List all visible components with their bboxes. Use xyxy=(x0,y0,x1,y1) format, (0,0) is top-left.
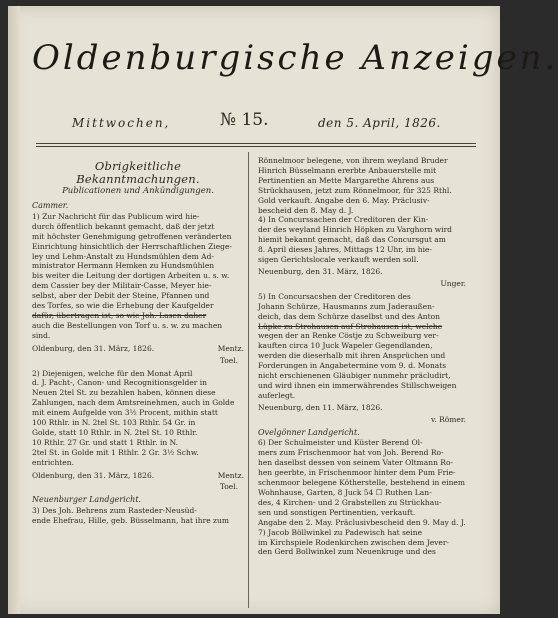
notice-2 xyxy=(32,369,244,468)
notice-line: Wohnhause, Garten, 8 Juck 54 ☐ Ruthen Lan- xyxy=(258,488,432,497)
notice-line: 7) Jacob Böllwinkel zu Padewisch hat seine xyxy=(258,527,423,537)
notice-line: Johann Schürze, Hausmanns zum Jaderaußen- xyxy=(258,301,435,311)
notice-line: 100 Rthlr. in N. 2tel St. 103 Rthlr. 54 Gr. in xyxy=(32,418,196,428)
notice-line: mit höchster Genehmigung getroffenen veränderten xyxy=(32,231,232,241)
notice-line: hen geerbte, in Frischenmoor hinter dem Pum Frie- xyxy=(258,468,456,478)
issue-date: den 5. April, 1826. xyxy=(318,116,441,130)
notice-line: schenmoor belegene Kötherstelle, bestehend in einem xyxy=(258,478,465,488)
signer-name: Mentz. xyxy=(217,343,244,353)
notice-line: bis weiter die Leitung der dortigen Arbeiten u. s. w. xyxy=(32,271,230,281)
signature-block-4 xyxy=(258,267,472,277)
notice-line: des, 4 Kirchen- und 2 Grabstellen zu Strückhau- xyxy=(258,497,442,507)
notice-line: sind. xyxy=(32,330,51,340)
notice-line: dem Cassier bey der Militair-Casse, Meyer hie- xyxy=(32,281,212,291)
notice-1 xyxy=(32,212,244,341)
notice-line: Einrichtung hinsichtlich der Herrschaftlichen Ziege- xyxy=(32,241,232,251)
authority-label-ovelgoenne: Ovelgönner Landgericht. xyxy=(258,427,360,437)
notice-line: ministrator Hermann Hemken zu Hundsmühlen xyxy=(32,261,215,271)
notice-line: Hinrich Büsselmann ererbte Anbauerstelle mit xyxy=(258,165,437,175)
notice-line: Forderungen in Angabetermine vom 9. d. Monats xyxy=(258,361,447,371)
place-date: Oldenburg, den 31. März, 1826. xyxy=(32,343,155,353)
notice-5 xyxy=(258,292,472,401)
notice-line: und wird ihnen ein immerwährendes Stillschweigen xyxy=(258,380,457,390)
notice-line: der des weyland Hinrich Höpken zu Varghorn wird xyxy=(258,225,452,235)
notice-line: des Torfes, so wie die Erhebung der Kaufgelder xyxy=(32,301,214,311)
notice-line: 1) Zur Nachricht für das Publicum wird hie- xyxy=(32,211,200,221)
notice-line: dafür, übertragen ist, so wie Joh. Lasen daher xyxy=(32,310,207,320)
signature-block-5 xyxy=(258,403,472,413)
notice-line: Rönnelmoor belegene, von ihrem weyland Bruder xyxy=(258,156,448,165)
section-heading: Obrigkeitliche Bekanntmachungen. xyxy=(76,159,200,186)
notice-line: bescheid den 8. May d. J. xyxy=(258,205,354,215)
place-date: Neuenburg, den 31. März, 1826. xyxy=(258,266,383,276)
notice-line: selbst, aber der Debit der Steine, Pfannen und xyxy=(32,291,210,301)
notice-3-continued xyxy=(258,156,472,215)
notice-line: auferlegt. xyxy=(258,390,296,400)
left-column xyxy=(32,156,244,526)
notice-line: im Kirchspiele Rodenkirchen zwischen dem Jever- xyxy=(258,537,449,547)
signature-block-1 xyxy=(32,344,244,354)
notice-line: Pertinentien an Mette Margarethe Ahrens aus xyxy=(258,175,435,185)
signer-name: Unger. xyxy=(440,278,466,288)
header-rule-thin xyxy=(36,146,476,147)
notice-3 xyxy=(32,506,244,526)
notice-line: mers zum Frischenmoor hat von Joh. Berend Ro- xyxy=(258,448,444,458)
notice-line: hiemit bekannt gemacht, daß das Concursgut am xyxy=(258,235,446,245)
notice-line: nicht erschienenen Gläubiger nunmehr präcludirt, xyxy=(258,371,451,381)
notice-line: Strückhausen, jetzt zum Rönnelmoor, für 325 Rthl. xyxy=(258,185,452,195)
notice-line: wegen der an Renke Cöstje zu Schweiburg ver- xyxy=(258,331,439,341)
notice-line: ley und Lehm-Anstalt zu Hundsmühlen dem Ad- xyxy=(32,251,214,261)
header-rule xyxy=(36,143,476,144)
page-binding-edge xyxy=(8,6,20,614)
notice-line: durch öffentlich bekannt gemacht, daß der jetzt xyxy=(32,221,215,231)
right-column xyxy=(258,156,472,557)
dateline xyxy=(60,110,460,136)
signer-name: v. Römer. xyxy=(431,414,466,424)
notice-line: Golde, statt 10 Rthlr. in N. 2tel St. 10 Rthlr. xyxy=(32,427,198,437)
column-divider xyxy=(248,152,249,608)
notice-line: kauften circa 10 Juck Wapeler Gegendlanden, xyxy=(258,341,433,351)
authority-label-neuenburg: Neuenburger Landgericht. xyxy=(32,495,142,505)
issue-number: № 15. xyxy=(220,110,269,130)
notice-line: hen daselbst dessen von seinem Vater Oltmann Ro- xyxy=(258,458,454,468)
notice-line: 6) Der Schulmeister und Küster Berend Ol- xyxy=(258,438,423,448)
notice-line: mit einem Aufgelde von 3½ Procent, mithin statt xyxy=(32,408,218,418)
notice-line: auch die Bestellungen von Torf u. s. w. zu machen xyxy=(32,320,223,330)
notice-line: 5) In Concursacshen der Creditoren des xyxy=(258,291,411,301)
notice-line: sigen Gerichtslocale verkauft werden soll. xyxy=(258,255,419,265)
notice-line: d. J. Pacht-, Canon- und Recognitionsgelder in xyxy=(32,378,207,388)
notice-4 xyxy=(258,215,472,265)
issue-weekday: Mittwochen, xyxy=(72,116,171,130)
notice-line: entrichten. xyxy=(32,457,74,467)
signature-block-2 xyxy=(32,471,244,481)
notice-line: 2) Diejenigen, welche für den Monat April xyxy=(32,368,193,378)
notice-line: ende Ehefrau, Hille, geb. Büsselmann, hat ihre zum xyxy=(32,516,229,526)
notice-6 xyxy=(258,438,472,557)
notice-line: 2tel St. in Golde mit 1 Rthlr. 2 Gr. 3½ Schw. xyxy=(32,447,199,457)
notice-line: werden die dieserhalb mit ihren Ansprüchen und xyxy=(258,351,446,361)
notice-line: 8. April dieses Jahres, Mittags 12 Uhr, im hie- xyxy=(258,245,432,255)
notice-line: Neuen 2tel St. zu bezahlen haben, können diese xyxy=(32,388,216,398)
newspaper-page xyxy=(8,6,558,614)
place-date: Oldenburg, den 31. März, 1826. xyxy=(32,470,155,480)
authority-label-cammer: Cammer. xyxy=(32,201,69,210)
place-date: Neuenburg, den 11. März, 1826. xyxy=(258,402,383,412)
notice-line: 3) Des Joh. Behrens zum Rasteder-Neusüd- xyxy=(32,506,197,516)
notice-line: Zahlungen, nach dem Amtsreinehmen, auch in Golde xyxy=(32,398,235,408)
masthead-title: Oldenburgische Anzeigen. xyxy=(32,38,558,78)
notice-line: 10 Rthlr. 27 Gr. und statt 1 Rthlr. in N. xyxy=(32,437,179,447)
notice-line: Angabe den 2. May. Präclusivbescheid den 9. May d. J. xyxy=(258,517,466,527)
notice-line: Lüpke zu Strohausen auf Strohausen ist, welche xyxy=(258,321,443,331)
notice-line: Gold verkauft. Angabe den 6. May. Präclusiv- xyxy=(258,195,430,205)
signer-name-second: Toel. xyxy=(219,482,238,492)
notice-line: den Gerd Bollwinkel zum Neuenkruge und des xyxy=(258,547,436,557)
notice-line: 4) In Concurssachen der Creditoren der Kin- xyxy=(258,215,429,225)
signer-name-second: Toel. xyxy=(219,355,238,365)
notice-line: sen und sonstigen Pertinentien, verkauft. xyxy=(258,507,416,517)
section-subheading: Publicationen und Ankündigungen. xyxy=(62,186,214,196)
signer-name: Mentz. xyxy=(217,470,244,480)
notice-line: deich, das dem Schürze daselbst und des Anton xyxy=(258,311,440,321)
